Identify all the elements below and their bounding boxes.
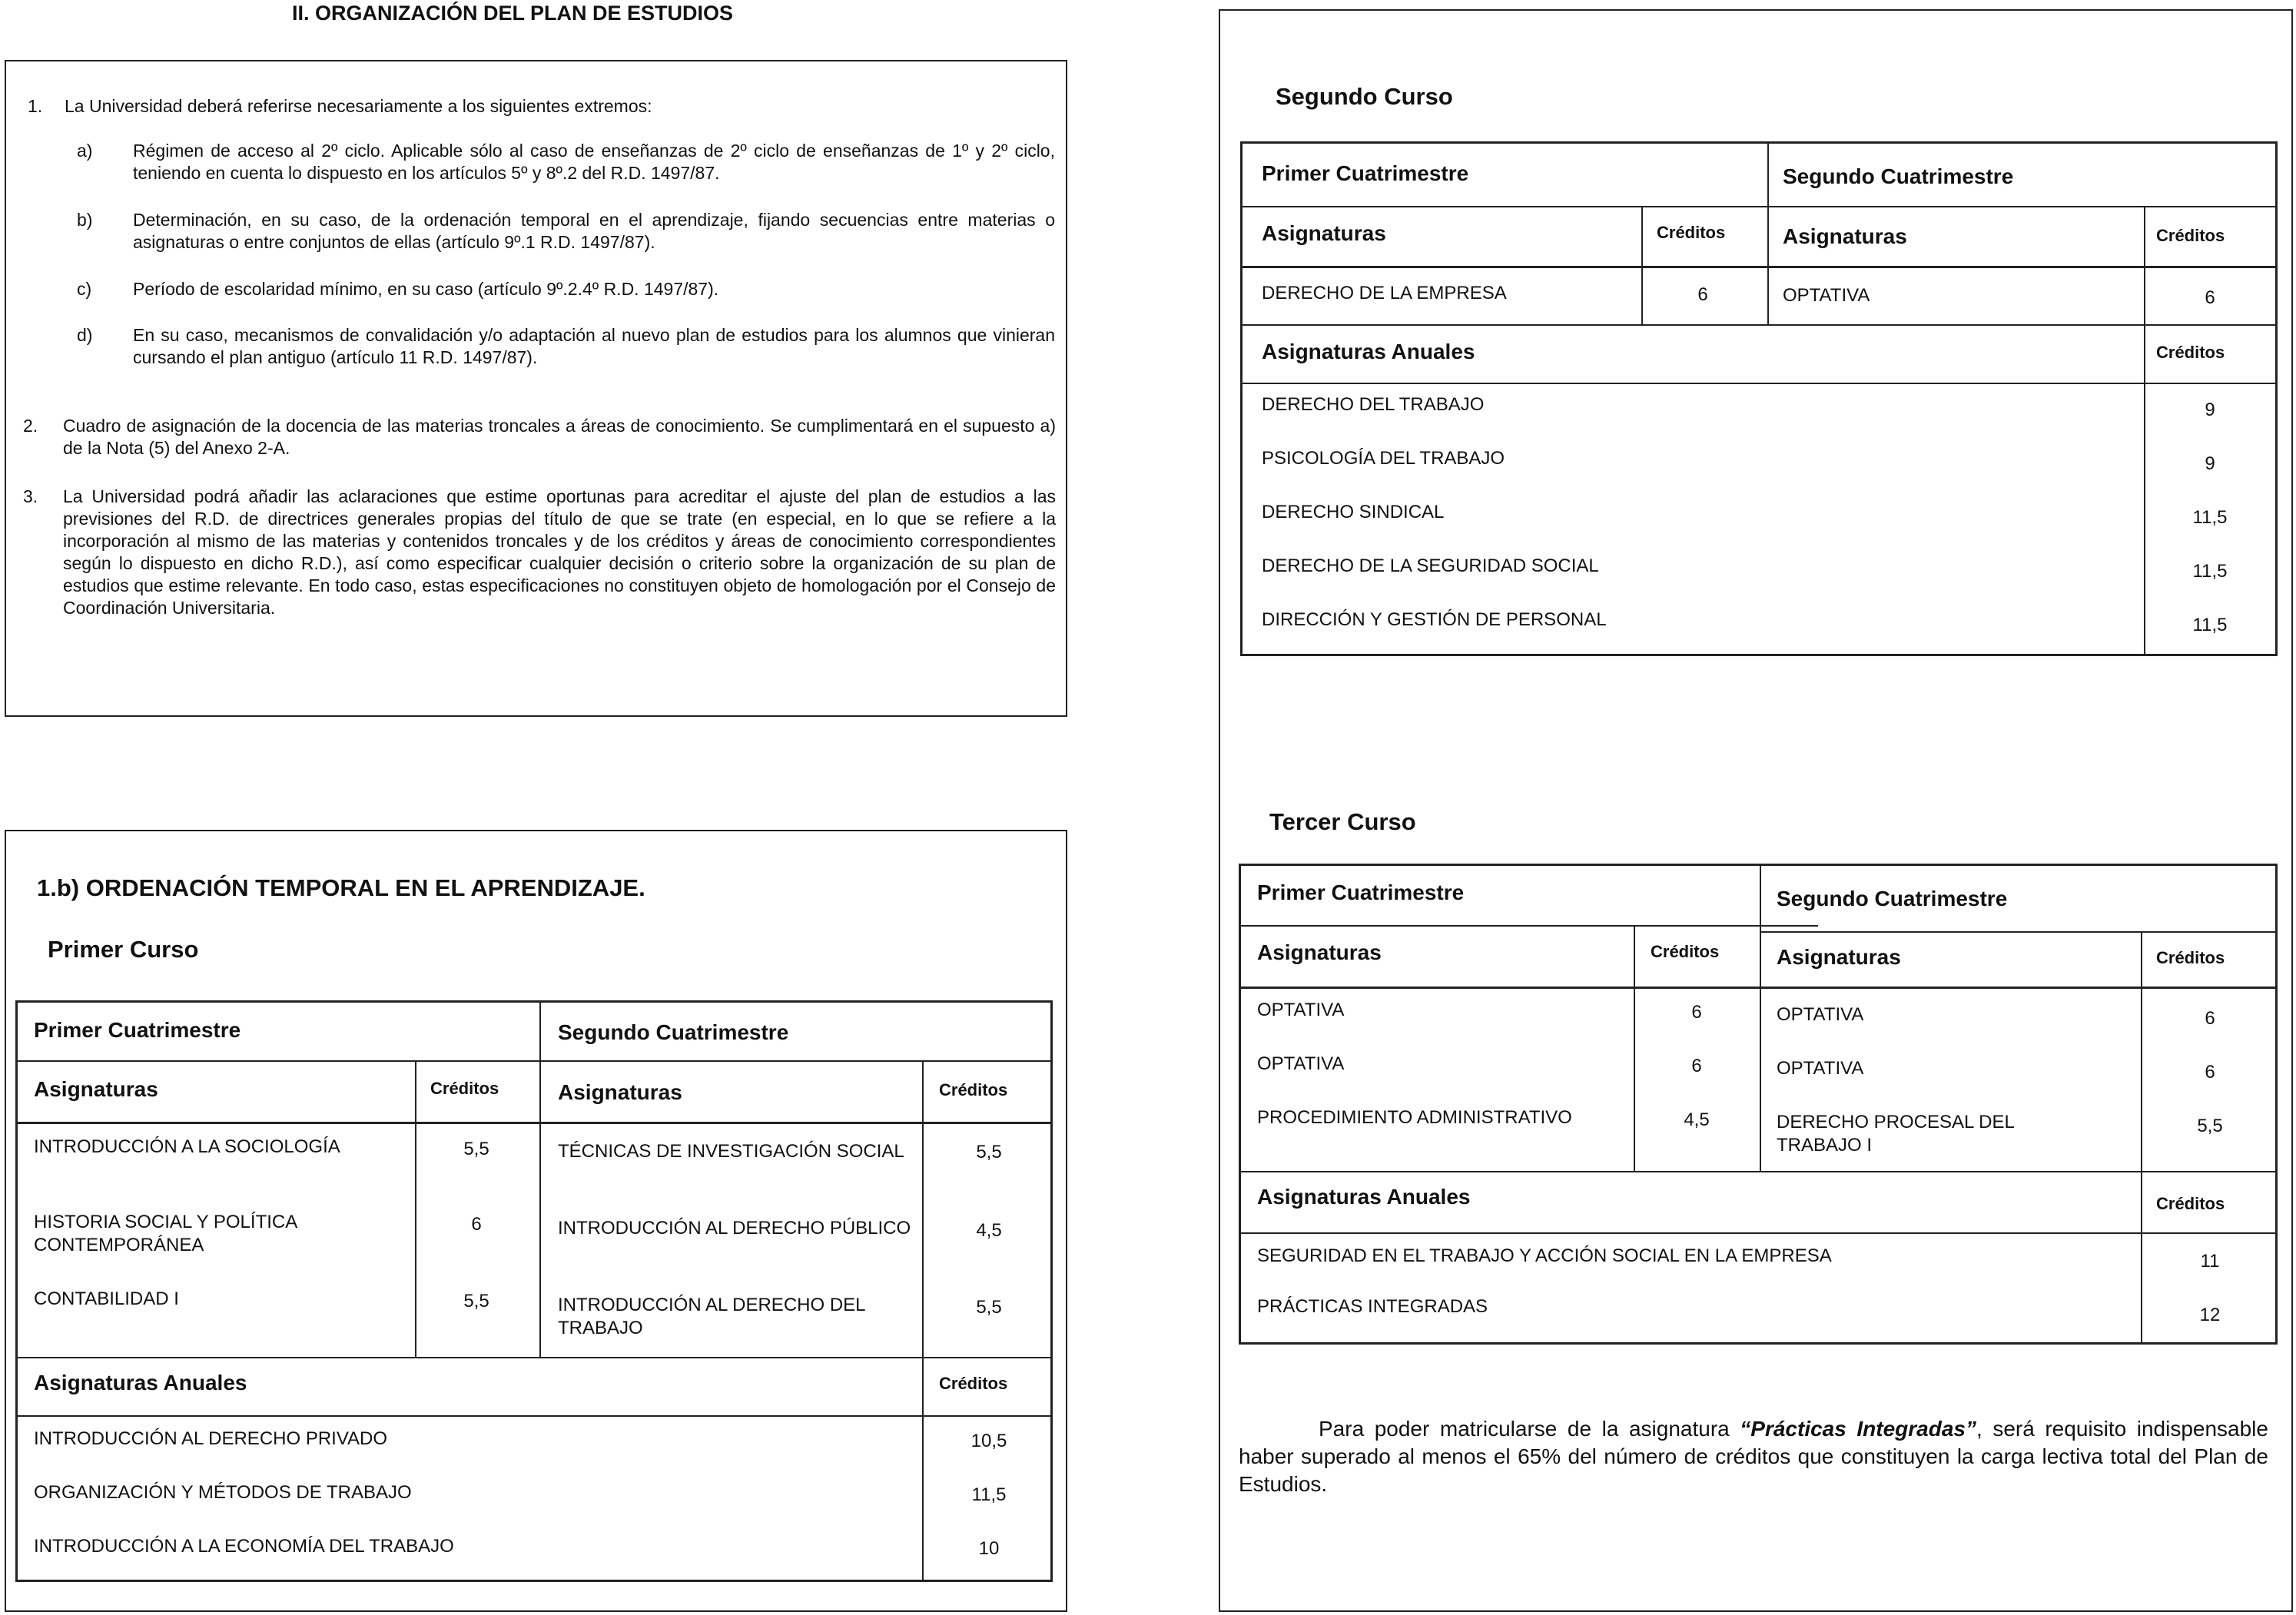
header-segundo-cuatrimestre: Segundo Cuatrimestre xyxy=(558,1020,789,1044)
subject-credits: 5,5 xyxy=(976,1142,1002,1162)
ordenacion-title: 1.b) ORDENACIÓN TEMPORAL EN EL APRENDIZAJE. xyxy=(37,874,645,901)
item-text: Cuadro de asignación de la docencia de las materias troncales a áreas de conocimiento. Se cumplimentará en el supuesto a) de la Nota (5) del Anexo 2-A. xyxy=(63,416,1056,458)
header-asignaturas-anuales: Asignaturas Anuales xyxy=(1262,340,1475,363)
subject-credits: 6 xyxy=(2205,1062,2215,1083)
segundo-curso-title: Segundo Curso xyxy=(1276,83,1453,110)
subject-credits: 4,5 xyxy=(976,1220,1002,1241)
subject-credits: 11,5 xyxy=(971,1484,1007,1505)
sub-letter: b) xyxy=(77,210,93,230)
header-creditos: Créditos xyxy=(430,1079,499,1098)
subject-credits: 6 xyxy=(2205,1008,2215,1029)
sub-letter: c) xyxy=(77,279,92,299)
sub-text: Determinación, en su caso, de la ordenación temporal en el aprendizaje, fijando secuencias entre materias o asignaturas o entre conjuntos de ellas (artículo 9º.1 R.D. 1497/87). xyxy=(133,210,1055,252)
header-segundo-cuatrimestre: Segundo Cuatrimestre xyxy=(1783,164,2014,188)
header-primer-cuatrimestre: Primer Cuatrimestre xyxy=(34,1018,241,1042)
item-number: 1. xyxy=(28,96,43,116)
page-title: II. ORGANIZACIÓN DEL PLAN DE ESTUDIOS xyxy=(292,2,734,25)
subject-credits: 5,5 xyxy=(2197,1116,2223,1136)
subject-credits: 9 xyxy=(2205,400,2215,420)
header-creditos: Créditos xyxy=(1657,223,1726,242)
subject-name: DERECHO PROCESAL DEL TRABAJO I xyxy=(1777,1112,2014,1156)
sub-text: En su caso, mecanismos de convalidación y/o adaptación al nuevo plan de estudios para los alumnos que vinieran cursando el plan antiguo (artículo 11 R.D. 1497/87). xyxy=(133,325,1055,367)
subject-name: INTRODUCCIÓN AL DERECHO PÚBLICO xyxy=(558,1218,911,1239)
sub-letter: a) xyxy=(77,141,93,161)
subject-name: PROCEDIMIENTO ADMINISTRATIVO xyxy=(1257,1107,1572,1128)
subject-credits: 12 xyxy=(2199,1305,2221,1325)
subject-name: OPTATIVA xyxy=(1257,1000,1345,1020)
header-asignaturas: Asignaturas xyxy=(34,1077,158,1101)
subject-name: PSICOLOGÍA DEL TRABAJO xyxy=(1262,448,1505,469)
subject-name: DERECHO DE LA SEGURIDAD SOCIAL xyxy=(1262,555,1599,576)
subject-name: DERECHO DE LA EMPRESA xyxy=(1262,283,1507,303)
subject-credits: 11 xyxy=(2200,1251,2220,1272)
subject-credits: 4,5 xyxy=(1684,1109,1710,1130)
subject-credits: 5,5 xyxy=(463,1291,489,1312)
subject-credits: 5,5 xyxy=(463,1139,489,1159)
sub-letter: d) xyxy=(77,325,93,345)
subject-name: DIRECCIÓN Y GESTIÓN DE PERSONAL xyxy=(1262,609,1607,630)
header-creditos: Créditos xyxy=(2156,1194,2225,1213)
header-asignaturas: Asignaturas xyxy=(1257,940,1382,964)
subject-credits: 11,5 xyxy=(2192,507,2228,528)
subject-credits: 9 xyxy=(2205,453,2215,474)
header-creditos: Créditos xyxy=(2156,226,2225,245)
tercer-curso-table xyxy=(1239,864,2278,1345)
subject-name: DERECHO SINDICAL xyxy=(1262,502,1445,522)
header-segundo-cuatrimestre: Segundo Cuatrimestre xyxy=(1777,887,2008,910)
header-asignaturas: Asignaturas xyxy=(1262,221,1386,245)
subject-credits: 11,5 xyxy=(2192,561,2228,582)
subject-credits: 6 xyxy=(471,1214,482,1235)
subject-name: INTRODUCCIÓN A LA SOCIOLOGÍA xyxy=(34,1136,340,1157)
header-creditos: Créditos xyxy=(2156,948,2225,967)
subject-name: CONTABILIDAD I xyxy=(34,1288,179,1309)
item-text: La Universidad podrá añadir las aclaraciones que estime oportunas para acreditar el ajuste del plan de estudios a las previsiones del R.D. de directrices generales propias del título de que se trate (en especial, en lo que se refiere a la incorporación al mismo de las materias y contenidos troncales y de los créditos y áreas de conocimiento correspondientes según lo dispuesto en dicho R.D.), así como especificar cualquier decisión o criterio sobre la organización de su plan de estudios que estime relevante. En todo caso, estas especificaciones no constituyen objeto de homologación por el Consejo de Coordinación Universitaria. xyxy=(63,486,1056,618)
subject-name: OPTATIVA xyxy=(1777,1004,1864,1025)
header-asignaturas: Asignaturas xyxy=(558,1080,682,1104)
subject-name: INTRODUCCIÓN AL DERECHO PRIVADO xyxy=(34,1428,388,1449)
header-creditos: Créditos xyxy=(2156,343,2225,362)
header-asignaturas-anuales: Asignaturas Anuales xyxy=(34,1371,247,1394)
subject-name: SEGURIDAD EN EL TRABAJO Y ACCIÓN SOCIAL EN LA EMPRESA xyxy=(1257,1245,1832,1266)
subject-name: HISTORIA SOCIAL Y POLÍTICA CONTEMPORÁNEA xyxy=(34,1212,297,1255)
header-creditos: Créditos xyxy=(939,1080,1008,1099)
header-primer-cuatrimestre: Primer Cuatrimestre xyxy=(1262,161,1469,185)
header-asignaturas-anuales: Asignaturas Anuales xyxy=(1257,1185,1471,1209)
tercer-curso-title: Tercer Curso xyxy=(1269,808,1416,835)
footnote-text: , será requisito indispensable haber superado al menos el 65% del número de créditos que constituyen la carga lectiva total del Plan de Estudios. xyxy=(1239,1417,2268,1496)
sub-text: Período de escolaridad mínimo, en su caso (artículo 9º.2.4º R.D. 1497/87). xyxy=(133,279,719,299)
header-primer-cuatrimestre: Primer Cuatrimestre xyxy=(1257,880,1465,904)
sub-text: Régimen de acceso al 2º ciclo. Aplicable sólo al caso de enseñanzas de 2º ciclo de enseñanzas de 1º y 2º ciclo, teniendo en cuenta lo dispuesto en los artículos 5º y 8º.2 del R.D. 1497/87. xyxy=(133,141,1055,183)
primer-curso-title: Primer Curso xyxy=(48,936,199,963)
footnote-paragraph xyxy=(1239,1415,2268,1498)
subject-name: TÉCNICAS DE INVESTIGACIÓN SOCIAL xyxy=(558,1141,904,1162)
subject-credits: 11,5 xyxy=(2192,615,2228,635)
header-asignaturas: Asignaturas xyxy=(1783,224,1907,248)
header-creditos: Créditos xyxy=(1651,942,1720,961)
item-text: La Universidad deberá referirse necesariamente a los siguientes extremos: xyxy=(65,96,652,116)
subject-credits: 10,5 xyxy=(970,1431,1007,1451)
header-asignaturas: Asignaturas xyxy=(1777,945,1901,969)
subject-name: OPTATIVA xyxy=(1783,285,1870,306)
subject-name: OPTATIVA xyxy=(1257,1053,1345,1074)
subject-credits: 5,5 xyxy=(976,1297,1002,1318)
instructions-box xyxy=(5,60,1067,717)
subject-name: INTRODUCCIÓN AL DERECHO DEL TRABAJO xyxy=(558,1295,865,1338)
header-creditos: Créditos xyxy=(939,1374,1008,1393)
footnote-emphasis: “Prácticas Integradas” xyxy=(1740,1417,1976,1441)
subject-name: PRÁCTICAS INTEGRADAS xyxy=(1257,1296,1488,1317)
item-number: 2. xyxy=(23,416,38,436)
subject-name: INTRODUCCIÓN A LA ECONOMÍA DEL TRABAJO xyxy=(34,1536,454,1557)
item-number: 3. xyxy=(23,486,38,506)
subject-credits: 6 xyxy=(1697,284,1708,305)
subject-credits: 6 xyxy=(2205,287,2215,308)
subject-credits: 6 xyxy=(1691,1002,1702,1023)
subject-credits: 10 xyxy=(978,1538,1000,1559)
subject-name: ORGANIZACIÓN Y MÉTODOS DE TRABAJO xyxy=(34,1482,412,1503)
subject-credits: 6 xyxy=(1691,1056,1702,1076)
subject-name: DERECHO DEL TRABAJO xyxy=(1262,394,1485,415)
subject-name: OPTATIVA xyxy=(1777,1058,1864,1079)
footnote-text: Para poder matricularse de la asignatura xyxy=(1319,1417,1740,1441)
